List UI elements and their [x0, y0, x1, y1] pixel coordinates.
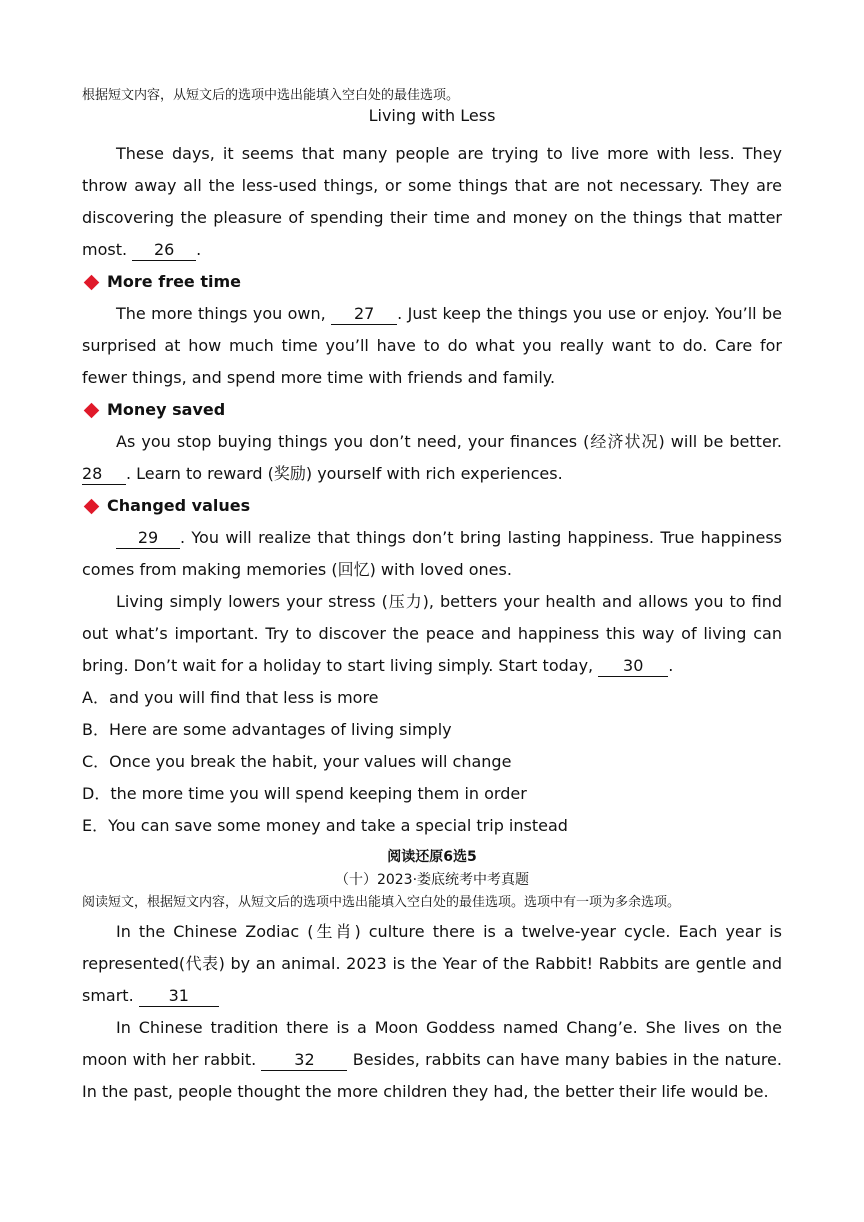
subheading-money-saved: Money saved	[82, 394, 782, 426]
paragraph-5: Living simply lowers your stress (压力), betters your health and allows you to find out what’s important. Try to discover the peace and happiness this way of living can bring. Don’t wait for a holiday to start living simply. Start today, 30 .	[82, 592, 782, 675]
red-diamond-icon	[84, 402, 100, 418]
paragraph-7: In Chinese tradition there is a Moon Goddess named Chang’e. She lives on the moon with her rabbit. 32 Besides, rabbits can have many babies in the nature. In the past, people thought the more children they had, the better their life would be.	[82, 1018, 782, 1101]
blank-30: 30	[598, 656, 668, 677]
option-b: B．Here are some advantages of living simply	[82, 720, 452, 739]
section-title: 阅读还原6选5	[387, 849, 477, 865]
blank-26: 26	[132, 240, 196, 261]
blank-27: 27	[331, 304, 397, 325]
blank-31: 31	[139, 986, 219, 1007]
paragraph-1-text: These days, it seems that many people are trying to live more with less. They throw away all the less-used things, or some things that are not necessary. They are discovering the pleasure of spending their time and money on the things that matter most.	[82, 144, 782, 259]
instruction-text-2: 阅读短文，根据短文内容，从短文后的选项中选出能填入空白处的最佳选项。选项中有一项为多余选项。	[82, 895, 681, 910]
paragraph-3: As you stop buying things you don’t need, your finances (经济状况) will be better. 28 . Learn to reward (奖励) yourself with rich experiences.	[82, 432, 782, 483]
red-diamond-icon	[84, 274, 100, 290]
instruction-text: 根据短文内容，从短文后的选项中选出能填入空白处的最佳选项。	[82, 88, 460, 103]
paragraph-2: The more things you own, 27 . Just keep the things you use or enjoy. You’ll be surprised at how much time you’ll have to do what you really want to do. Care for fewer things, and spend more time with friends and family.	[82, 304, 782, 387]
blank-32: 32	[261, 1050, 347, 1071]
subheading-free-time: More free time	[82, 266, 782, 298]
red-diamond-icon	[84, 498, 100, 514]
option-c: C．Once you break the habit, your values will change	[82, 752, 512, 771]
blank-29: 29	[116, 528, 180, 549]
subheading-changed-values: Changed values	[82, 490, 782, 522]
passage-title: Living with Less	[368, 106, 496, 125]
section-subtitle: （十）2023·娄底统考中考真题	[334, 872, 530, 888]
blank-28: 28	[82, 464, 126, 485]
option-d: D．the more time you will spend keeping them in order	[82, 784, 527, 803]
option-e: E．You can save some money and take a special trip instead	[82, 816, 568, 835]
paragraph-4: 29 . You will realize that things don’t bring lasting happiness. True happiness comes from making memories (回忆) with loved ones.	[82, 528, 782, 579]
paragraph-1: These days, it seems that many people are trying to live more with less. They throw away all the less-used things, or some things that are not necessary. They are discovering the pleasure of spending their time and money on the things that matter most. 26 .	[82, 144, 782, 259]
document-page	[82, 86, 782, 1108]
option-a: A．and you will find that less is more	[82, 688, 379, 707]
paragraph-6: In the Chinese Zodiac (生肖) culture there is a twelve-year cycle. Each year is represented(代表) by an animal. 2023 is the Year of the Rabbit! Rabbits are gentle and smart. 31	[82, 922, 782, 1005]
